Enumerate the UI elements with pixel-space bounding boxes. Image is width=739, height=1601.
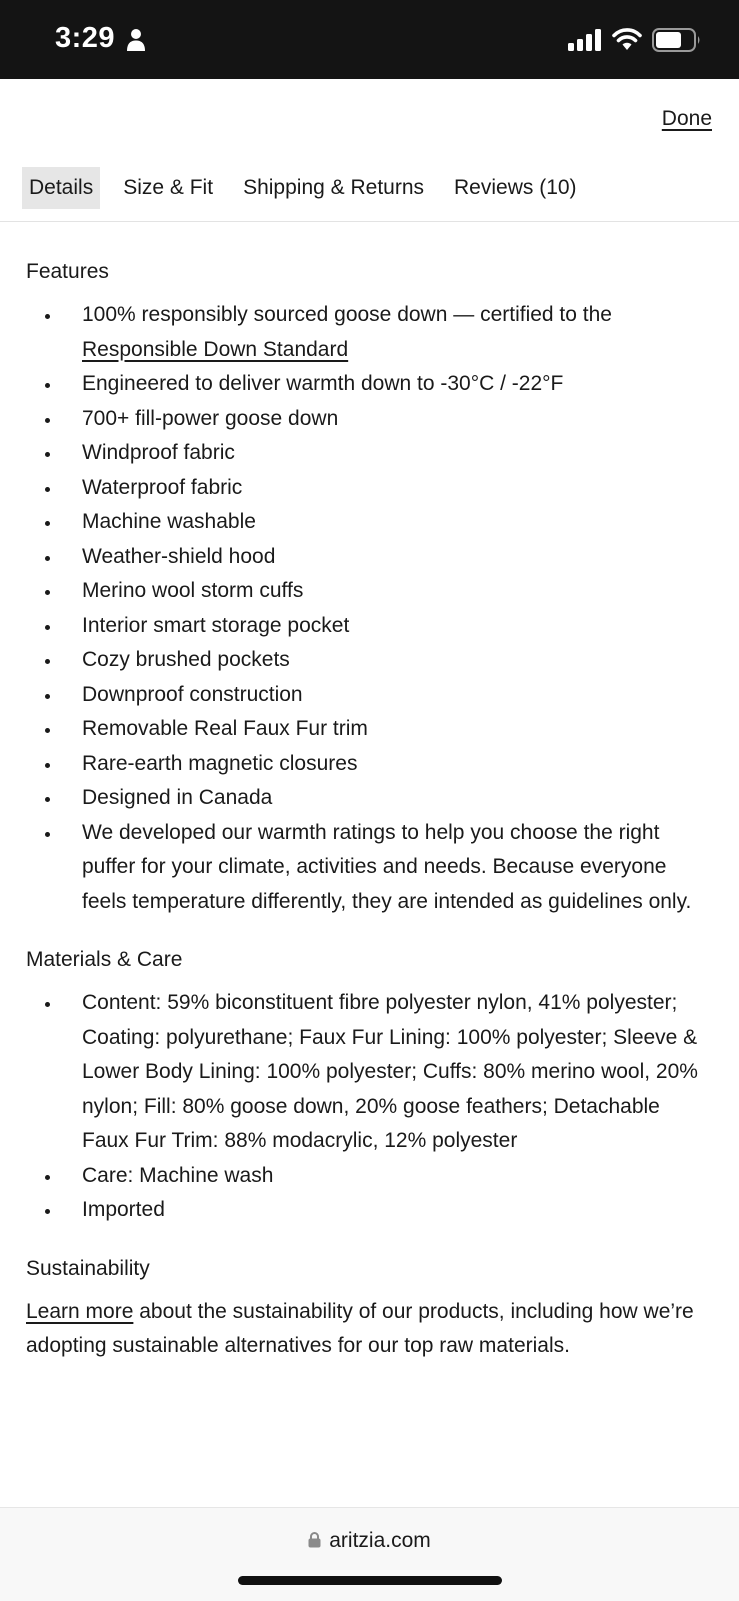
sustainability-heading: Sustainability <box>26 1256 150 1280</box>
status-time: 3:29 <box>55 22 116 54</box>
list-item: Windproof fabric <box>26 436 712 471</box>
details-content <box>26 255 712 1363</box>
list-item: Merino wool storm cuffs <box>26 574 712 609</box>
materials-list <box>26 986 712 1228</box>
list-item: Rare-earth magnetic closures <box>26 747 712 782</box>
tab-reviews[interactable]: Reviews (10) <box>454 176 577 199</box>
learn-more-link[interactable]: Learn more <box>26 1299 134 1323</box>
tab-shipping-returns[interactable]: Shipping & Returns <box>243 176 425 199</box>
done-button[interactable]: Done <box>661 107 712 130</box>
url-bar[interactable] <box>0 1529 739 1553</box>
list-item: Machine washable <box>26 505 712 540</box>
list-item: Engineered to deliver warmth down to -30°C / -22°F <box>26 367 712 402</box>
features-heading: Features <box>26 260 109 283</box>
list-item <box>26 298 712 367</box>
list-item: Content: 59% biconstituent fibre polyester nylon, 41% polyester; Coating: polyurethane; Faux Fur Lining: 100% polyester; Sleeve & Lower Body Lining: 100% polyester; Cuffs: 80% merino wool, 20% nylon; Fill: 80% goose down, 20% goose feathers; Detachable Faux Fur Trim: 88% modacrylic, 12% polyester <box>26 986 712 1159</box>
tab-size-fit[interactable]: Size & Fit <box>123 176 214 199</box>
list-item: Downproof construction <box>26 678 712 713</box>
url-text: aritzia.com <box>329 1529 431 1552</box>
list-item: Cozy brushed pockets <box>26 643 712 678</box>
status-bar <box>0 0 739 79</box>
cellular-signal-icon <box>568 29 602 51</box>
list-item: Designed in Canada <box>26 781 712 816</box>
tab-details[interactable]: Details <box>22 167 100 209</box>
sustainability-body: about the sustainability of our products, including how we’re adopting sustainable alternatives for our top raw materials. <box>26 1299 694 1357</box>
responsible-down-standard-link[interactable]: Responsible Down Standard <box>82 337 349 361</box>
materials-care-heading: Materials & Care <box>26 948 183 971</box>
list-item: Weather-shield hood <box>26 540 712 575</box>
tabs-divider <box>0 221 739 222</box>
browser-bottom-bar <box>0 1507 739 1601</box>
battery-icon <box>652 28 702 52</box>
feature-text: 100% responsibly sourced goose down — certified to the <box>82 303 612 326</box>
lock-icon <box>308 1531 321 1548</box>
person-icon <box>126 28 146 52</box>
list-item: Interior smart storage pocket <box>26 609 712 644</box>
tab-bar <box>22 167 600 209</box>
list-item: Waterproof fabric <box>26 471 712 506</box>
list-item: 700+ fill-power goose down <box>26 402 712 437</box>
list-item: We developed our warmth ratings to help you choose the right puffer for your climate, activities and needs. Because everyone feels temperature differently, they are intended as guidelines only. <box>26 816 712 920</box>
sustainability-text <box>26 1295 712 1363</box>
list-item: Care: Machine wash <box>26 1159 712 1194</box>
list-item: Removable Real Faux Fur trim <box>26 712 712 747</box>
home-indicator <box>238 1576 502 1585</box>
wifi-icon <box>612 27 642 51</box>
list-item: Imported <box>26 1193 712 1228</box>
features-list <box>26 298 712 919</box>
